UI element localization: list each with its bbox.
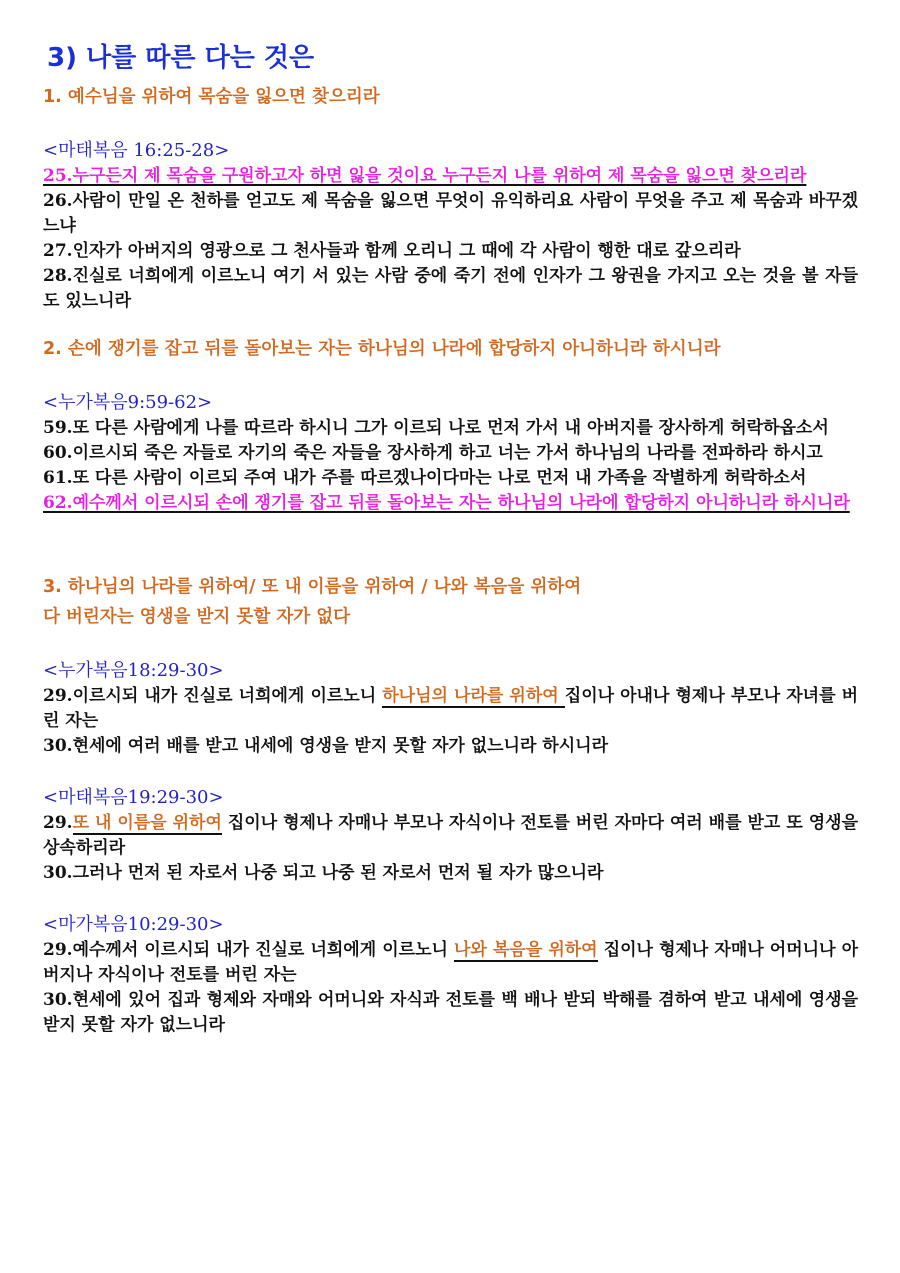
section-3-heading-line-2: 다 버린자는 영생을 받지 못할 자가 없다 [43, 607, 351, 627]
scripture-reference-luke: <누가복음18:29-30> [43, 660, 224, 681]
section-2 [43, 334, 858, 516]
verse-text: 29. [43, 813, 73, 833]
verse-text: 집이나 형제나 자매나 어머니나 아버지나 자식이나 전토를 버린 자는 [43, 940, 859, 985]
verse-highlighted [43, 164, 858, 189]
verse-mark-29 [43, 938, 858, 988]
verse-60: 60.이르시되 죽은 자들로 자기의 죽은 자들을 장사하게 하고 너는 가서 하나님의 나라를 전파하라 하시고 [43, 443, 823, 463]
verse-59: 59.또 다른 사람에게 나를 따르라 하시니 그가 이르되 나로 먼저 가서 내 아버지를 장사하게 허락하옵소서 [43, 418, 829, 438]
scripture-reference-matthew: <마태복음19:29-30> [43, 787, 224, 808]
highlighted-phrase: 나와 복음을 위하여 [454, 940, 598, 960]
verse-28: 28.진실로 너희에게 이르노니 여기 서 있는 사람 중에 죽기 전에 인자가 그 왕권을 가지고 오는 것을 볼 자들도 있느니라 [43, 266, 858, 311]
scripture-reference: <누가복음9:59-62> [43, 392, 213, 413]
verse-27: 27.인자가 아버지의 영광으로 그 천사들과 함께 오리니 그 때에 각 사람이 행한 대로 갚으리라 [43, 241, 741, 261]
highlighted-phrase: 하나님의 나라를 위하여 [382, 686, 565, 706]
section-1 [43, 82, 858, 314]
verse-luke-29 [43, 684, 858, 734]
scripture-reference-mark: <마가복음10:29-30> [43, 914, 224, 935]
verse-25-text: 25.누구든지 제 목숨을 구원하고자 하면 잃을 것이요 누구든지 나를 위하여 제 목숨을 잃으면 찾으리라 [43, 166, 807, 186]
verse-text: 29.예수께서 이르시되 내가 진실로 너희에게 이르노니 [43, 940, 455, 960]
verse-text: 집이나 아내나 형제나 부모나 자녀를 버린 자는 [43, 686, 859, 731]
document-page [43, 36, 858, 1038]
section-3-heading [43, 572, 858, 632]
section-1-heading: 1. 예수님을 위하여 목숨을 잃으면 찾으리라 [43, 87, 380, 107]
page-title: 3) 나를 따른 다는 것은 [47, 43, 315, 73]
section-2-heading: 2. 손에 쟁기를 잡고 뒤를 돌아보는 자는 하나님의 나라에 합당하지 아니하니라 하시니라 [43, 339, 721, 359]
scripture-reference: <마태복음 16:25-28> [43, 140, 230, 161]
verse-mark-30: 30.현세에 있어 집과 형제와 자매와 어머니와 자식과 전토를 백 배나 받되 박해를 겸하여 받고 내세에 영생을 받지 못할 자가 없느니라 [43, 990, 858, 1035]
verse-matthew-29 [43, 811, 858, 861]
verse-highlighted [43, 491, 858, 516]
verse-62-text: 62.예수께서 이르시되 손에 쟁기를 잡고 뒤를 돌아보는 자는 하나님의 나라에 합당하지 아니하니라 하시니라 [43, 493, 850, 513]
section-3-heading-line-1: 3. 하나님의 나라를 위하여/ 또 내 이름을 위하여 / 나와 복음을 위하여 [43, 577, 582, 597]
verse-61: 61.또 다른 사람이 이르되 주여 내가 주를 따르겠나이다마는 나로 먼저 내 가족을 작별하게 허락하소서 [43, 468, 807, 488]
verse-matthew-30: 30.그러나 먼저 된 자로서 나중 되고 나중 된 자로서 먼저 될 자가 많으니라 [43, 863, 604, 883]
verse-26: 26.사람이 만일 온 천하를 얻고도 제 목숨을 잃으면 무엇이 유익하리요 사람이 무엇을 주고 제 목숨과 바꾸겠느냐 [43, 191, 858, 236]
verse-text: 집이나 형제나 자매나 부모나 자식이나 전토를 버린 자마다 여러 배를 받고 또 영생을 상속하리라 [43, 813, 858, 858]
section-3 [43, 572, 858, 1038]
highlighted-phrase: 또 내 이름을 위하여 [72, 813, 222, 833]
verse-luke-30: 30.현세에 여러 배를 받고 내세에 영생을 받지 못할 자가 없느니라 하시니라 [43, 736, 608, 756]
verse-text: 29.이르시되 내가 진실로 너희에게 이르노니 [43, 686, 383, 706]
